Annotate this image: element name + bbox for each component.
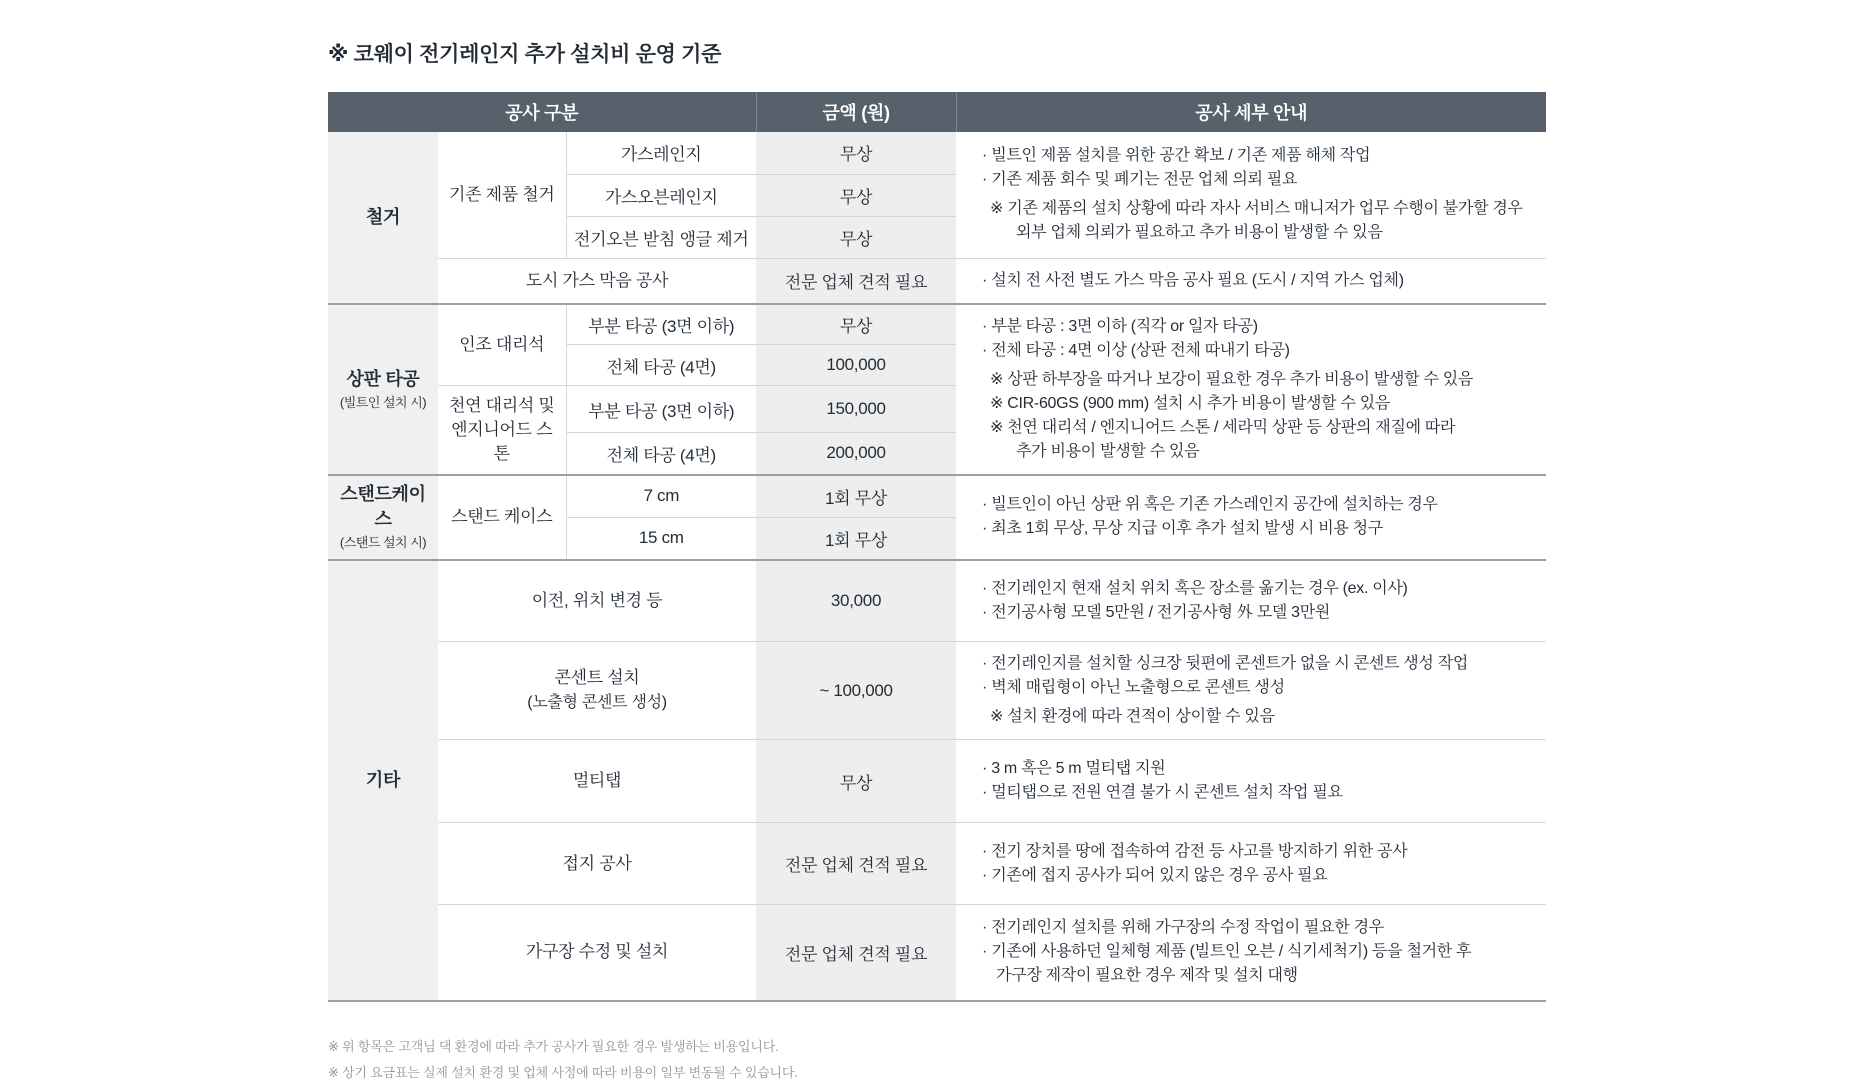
install-fee-table <box>328 92 1546 1002</box>
details-cell-countertop <box>956 304 1546 475</box>
subcategory-cell-existing-product-removal: 기존 제품 철거 <box>438 132 566 258</box>
footnote-line: ※ 위 항목은 고객님 댁 환경에 따라 추가 공사가 필요한 경우 발생하는 비용입니다. <box>328 1038 779 1054</box>
detail-line: ※ 천연 대리석 / 엔지니어드 스톤 / 세라믹 상판 등 상판의 재질에 따라 <box>990 418 1456 436</box>
item-cell-full-cut: 전체 타공 (4면) <box>566 345 756 386</box>
details-cell-relocation <box>956 560 1546 642</box>
page <box>328 0 1546 1086</box>
details-cell-grounding <box>956 823 1546 905</box>
detail-line: · 기존 제품 회수 및 폐기는 전문 업체 의뢰 필요 <box>982 171 1298 189</box>
amount-cell: 무상 <box>756 216 956 258</box>
item-note: (노출형 콘센트 생성) <box>527 694 667 712</box>
category-note: (스탠드 설치 시) <box>339 535 427 551</box>
amount-cell: 200,000 <box>756 433 956 475</box>
header-details: 공사 세부 안내 <box>956 92 1546 132</box>
category-note: (빌트인 설치 시) <box>339 394 427 410</box>
detail-line: ※ 상판 하부장을 따거나 보강이 필요한 경우 추가 비용이 발생할 수 있음 <box>990 370 1474 388</box>
item-cell-cabinet-modify: 가구장 수정 및 설치 <box>438 905 756 1001</box>
amount-cell: 1회 무상 <box>756 475 956 518</box>
detail-line: · 전기레인지 설치를 위해 가구장의 수정 작업이 필요한 경우 <box>982 919 1384 937</box>
detail-line: · 부분 타공 : 3면 이하 (직각 or 일자 타공) <box>982 317 1258 335</box>
item-label: 콘센트 설치 <box>554 668 640 688</box>
item-cell-gas-oven-range: 가스오븐레인지 <box>566 174 756 216</box>
page-title: ※ 코웨이 전기레인지 추가 설치비 운영 기준 <box>328 43 722 66</box>
detail-line: · 빌트인이 아닌 상판 위 혹은 기존 가스레인지 공간에 설치하는 경우 <box>982 496 1438 513</box>
table-row <box>328 132 1546 174</box>
detail-line: · 벽체 매립형이 아닌 노출형으로 콘센트 생성 <box>982 679 1285 696</box>
amount-cell: 100,000 <box>756 345 956 386</box>
detail-line: · 3 m 혹은 5 m 멀티탭 지원 <box>982 760 1166 777</box>
category-cell-stand-case <box>328 475 438 560</box>
detail-line: ※ 설치 환경에 따라 견적이 상이할 수 있음 <box>990 708 1275 725</box>
detail-line: · 기존에 접지 공사가 되어 있지 않은 경우 공사 필요 <box>982 866 1328 884</box>
detail-line: · 최초 1회 무상, 무상 지급 이후 추가 설치 발생 시 비용 청구 <box>982 520 1383 537</box>
amount-cell: 150,000 <box>756 386 956 433</box>
item-cell-grounding-work: 접지 공사 <box>438 823 756 905</box>
amount-cell: 무상 <box>756 132 956 174</box>
amount-cell: 무상 <box>756 304 956 345</box>
table-row <box>328 258 1546 304</box>
detail-line: ※ 기존 제품의 설치 상황에 따라 자사 서비스 매니저가 업무 수행이 불가할 경우 <box>990 200 1523 218</box>
details-cell-stand <box>956 475 1546 560</box>
table-row <box>328 740 1546 823</box>
detail-line: 추가 비용이 발생할 수 있음 <box>1016 442 1200 460</box>
details-cell-outlet <box>956 642 1546 740</box>
details-cell-cabinet <box>956 905 1546 1001</box>
item-cell-7cm: 7 cm <box>566 475 756 518</box>
amount-cell: 전문 업체 견적 필요 <box>756 258 956 304</box>
details-cell-demolition <box>956 132 1546 258</box>
item-cell-full-cut: 전체 타공 (4면) <box>566 433 756 475</box>
category-cell-etc: 기타 <box>328 560 438 1001</box>
detail-line: · 전체 타공 : 4면 이상 (상판 전체 따내기 타공) <box>982 341 1290 359</box>
table-header-row <box>328 92 1546 132</box>
item-cell-partial-cut: 부분 타공 (3면 이하) <box>566 386 756 433</box>
footnote-line: ※ 상기 요금표는 실제 설치 환경 및 업체 사정에 따라 비용이 일부 변동될 수 있습니다. <box>328 1064 798 1080</box>
category-cell-demolition: 철거 <box>328 132 438 304</box>
detail-line: · 기존에 사용하던 일체형 제품 (빌트인 오븐 / 식기세척기) 등을 철거한 후 <box>982 943 1472 961</box>
detail-line: · 빌트인 제품 설치를 위한 공간 확보 / 기존 제품 해체 작업 <box>982 147 1371 165</box>
item-cell-electric-oven-bracket-removal: 전기오븐 받침 앵글 제거 <box>566 216 756 258</box>
table-row <box>328 560 1546 642</box>
item-cell-15cm: 15 cm <box>566 518 756 560</box>
detail-line: · 전기공사형 모델 5만원 / 전기공사형 外 모델 3만원 <box>982 603 1331 621</box>
item-cell-relocation: 이전, 위치 변경 등 <box>438 560 756 642</box>
detail-line: · 전기 장치를 땅에 접속하여 감전 등 사고를 방지하기 위한 공사 <box>982 842 1408 860</box>
category-cell-countertop-cutting <box>328 304 438 475</box>
subcategory-cell-natural-marble-engineered-stone: 천연 대리석 및 엔지니어드 스톤 <box>438 386 566 475</box>
item-cell-power-strip: 멀티탭 <box>438 740 756 823</box>
subcategory-cell-stand-case: 스탠드 케이스 <box>438 475 566 560</box>
amount-cell: 무상 <box>756 740 956 823</box>
table-row <box>328 642 1546 740</box>
item-cell-city-gas-blocking: 도시 가스 막음 공사 <box>438 258 756 304</box>
amount-cell: 무상 <box>756 174 956 216</box>
detail-line: · 전기레인지 현재 설치 위치 혹은 장소를 옮기는 경우 (ex. 이사) <box>982 579 1408 597</box>
category-label: 상판 타공 <box>346 368 420 389</box>
item-cell-gas-range: 가스레인지 <box>566 132 756 174</box>
detail-line: · 멀티탭으로 전원 연결 불가 시 콘센트 설치 작업 필요 <box>982 784 1343 801</box>
detail-line: 외부 업체 의뢰가 필요하고 추가 비용이 발생할 수 있음 <box>1016 224 1383 242</box>
item-cell-outlet-install <box>438 642 756 740</box>
table-row <box>328 823 1546 905</box>
table-row <box>328 304 1546 345</box>
amount-cell: 1회 무상 <box>756 518 956 560</box>
details-cell-power-strip <box>956 740 1546 823</box>
details-cell-gas-blocking <box>956 258 1546 304</box>
amount-cell: ~ 100,000 <box>756 642 956 740</box>
item-cell-partial-cut: 부분 타공 (3면 이하) <box>566 304 756 345</box>
subcategory-cell-artificial-marble: 인조 대리석 <box>438 304 566 386</box>
footnotes <box>328 1034 1546 1086</box>
amount-cell: 30,000 <box>756 560 956 642</box>
table-row <box>328 475 1546 518</box>
table-row <box>328 905 1546 1001</box>
header-construction: 공사 구분 <box>328 92 756 132</box>
detail-line: 가구장 제작이 필요한 경우 제작 및 설치 대행 <box>996 967 1298 985</box>
detail-line: · 설치 전 사전 별도 가스 막음 공사 필요 (도시 / 지역 가스 업체) <box>982 271 1404 289</box>
detail-line: ※ CIR-60GS (900 mm) 설치 시 추가 비용이 발생할 수 있음 <box>990 394 1391 412</box>
amount-cell: 전문 업체 견적 필요 <box>756 823 956 905</box>
detail-line: · 전기레인지를 설치할 싱크장 뒷편에 콘센트가 없을 시 콘센트 생성 작업 <box>982 655 1469 672</box>
category-label: 스탠드케이스 <box>340 484 426 529</box>
amount-cell: 전문 업체 견적 필요 <box>756 905 956 1001</box>
header-amount: 금액 (원) <box>756 92 956 132</box>
